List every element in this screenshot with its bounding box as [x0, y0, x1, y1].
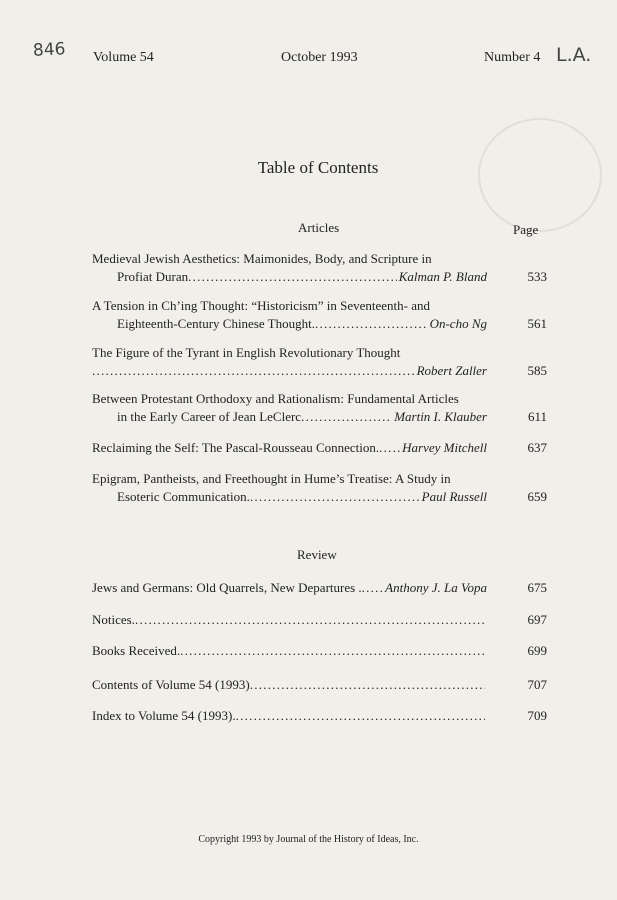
entry-last-line — [92, 676, 547, 694]
toc-entry — [92, 579, 547, 597]
entry-title-end: Jews and Germans: Old Quarrels, New Departures . — [92, 580, 362, 595]
dot-leader — [250, 488, 420, 506]
entry-last-line — [92, 707, 547, 725]
entry-page: 699 — [527, 643, 547, 658]
page-column-heading: Page — [513, 222, 539, 237]
entry-last-line — [92, 268, 547, 286]
review-heading: Review — [297, 547, 337, 562]
entry-last-line — [92, 315, 547, 333]
toc-entry — [92, 611, 547, 629]
copyright-notice: Copyright 1993 by Journal of the History of Ideas, Inc. — [198, 834, 419, 845]
entry-author: On-cho Ng — [429, 316, 487, 331]
entry-title-line: A Tension in Ch’ing Thought: “Historicism” in Seventeenth- and — [92, 298, 431, 313]
entry-page: 561 — [527, 316, 547, 331]
entry-page: 585 — [527, 363, 547, 378]
entry-author: Harvey Mitchell — [402, 440, 487, 455]
entry-title-end: Notices. — [92, 612, 135, 627]
entry-title-line: Between Protestant Orthodoxy and Rationalism: Fundamental Articles — [92, 391, 459, 406]
entry-author: Kalman P. Bland — [398, 269, 487, 284]
entry-last-line — [92, 488, 547, 506]
dot-leader — [236, 707, 485, 725]
entry-page: 637 — [527, 440, 547, 455]
articles-heading: Articles — [298, 220, 340, 235]
entry-title-end: Index to Volume 54 (1993). — [92, 708, 236, 723]
toc-entry — [92, 344, 547, 380]
dot-leader — [379, 439, 400, 457]
dot-leader — [135, 611, 485, 629]
entry-last-line — [92, 439, 547, 457]
toc-entry — [92, 250, 547, 286]
toc-entry — [92, 676, 547, 694]
dot-leader — [92, 362, 415, 380]
entry-page: 611 — [527, 409, 547, 424]
handwritten-note-right: L.A. — [556, 44, 592, 66]
entry-title-end: in the Early Career of Jean LeClerc — [117, 409, 302, 424]
entry-title-end: Books Received. — [92, 643, 181, 658]
page-title: Table of Contents — [257, 158, 379, 177]
entry-title-line: Medieval Jewish Aesthetics: Maimonides, Body, and Scripture in — [92, 251, 432, 266]
entry-title-end: Profiat Duran — [117, 269, 189, 284]
entry-title-end: Contents of Volume 54 (1993) — [92, 677, 250, 692]
entry-author: Paul Russell — [421, 489, 487, 504]
entry-page: 697 — [527, 612, 547, 627]
entry-author: Anthony J. La Vopa — [385, 580, 487, 595]
toc-entry — [92, 707, 547, 725]
entry-last-line — [92, 579, 547, 597]
entry-author: Robert Zaller — [416, 363, 487, 378]
entry-page: 659 — [527, 489, 547, 504]
entry-title-line: The Figure of the Tyrant in English Revolutionary Thought — [92, 345, 401, 360]
toc-entry — [92, 470, 547, 506]
entry-last-line — [92, 642, 547, 660]
dot-leader — [250, 676, 485, 694]
entry-author: Martin I. Klauber — [394, 409, 487, 424]
entry-page: 707 — [527, 677, 547, 692]
dot-leader — [362, 579, 384, 597]
entry-last-line — [92, 408, 547, 426]
entry-page: 675 — [527, 580, 547, 595]
entry-title-end: Eighteenth-Century Chinese Thought. — [117, 316, 315, 331]
entry-title-line: Epigram, Pantheists, and Freethought in Hume’s Treatise: A Study in — [92, 471, 451, 486]
entry-page: 533 — [527, 269, 547, 284]
entry-last-line — [92, 362, 547, 380]
entry-page: 709 — [527, 708, 547, 723]
volume-label: Volume 54 — [93, 50, 154, 65]
entry-last-line — [92, 611, 547, 629]
dot-leader — [188, 268, 397, 286]
handwritten-note-left: 846 — [32, 39, 66, 61]
toc-entry — [92, 297, 547, 333]
toc-entry — [92, 439, 547, 457]
entry-title-end: Esoteric Communication. — [117, 489, 250, 504]
toc-entry — [92, 390, 547, 426]
dot-leader — [301, 408, 392, 426]
entry-title-end: Reclaiming the Self: The Pascal-Rousseau Connection. — [92, 440, 380, 455]
bleed-through-decoration — [329, 82, 335, 102]
dot-leader — [315, 315, 428, 333]
dot-leader — [180, 642, 485, 660]
issue-number: Number 4 — [484, 50, 541, 65]
issue-date: October 1993 — [281, 50, 358, 65]
toc-entry — [92, 642, 547, 660]
